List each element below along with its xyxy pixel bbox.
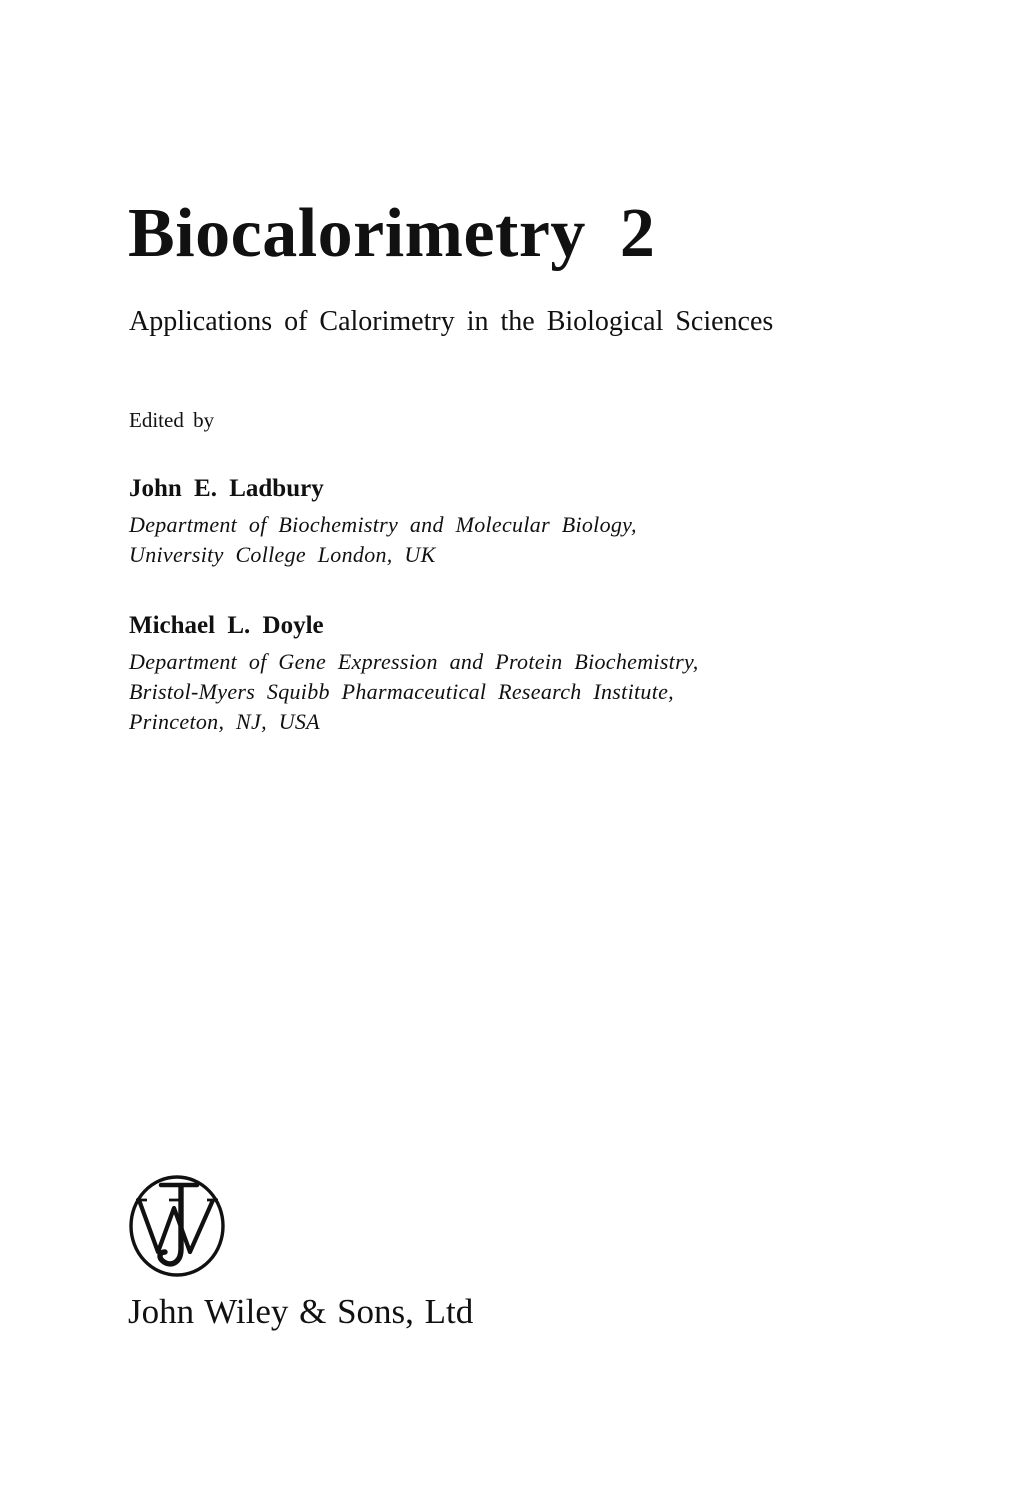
affiliation-line: Department of Gene Expression and Protein Biochemistry, <box>129 649 699 674</box>
editor-block-doyle <box>129 609 699 737</box>
editor-affiliation <box>129 510 637 570</box>
editor-block-ladbury <box>129 472 637 570</box>
wiley-jw-monogram-icon <box>127 1173 227 1279</box>
book-title: Biocalorimetry 2 <box>128 195 656 272</box>
book-subtitle: Applications of Calorimetry in the Biological Sciences <box>129 306 774 337</box>
affiliation-line: Bristol-Myers Squibb Pharmaceutical Research Institute, <box>129 679 674 704</box>
editor-affiliation <box>129 647 699 737</box>
editor-name: John E. Ladbury <box>129 475 324 502</box>
publisher-name: John Wiley & Sons, Ltd <box>128 1292 474 1331</box>
editor-name: Michael L. Doyle <box>129 612 324 639</box>
affiliation-line: University College London, UK <box>129 542 436 567</box>
affiliation-line: Department of Biochemistry and Molecular Biology, <box>129 512 637 537</box>
affiliation-line: Princeton, NJ, USA <box>129 709 320 734</box>
edited-by-label: Edited by <box>129 408 215 432</box>
